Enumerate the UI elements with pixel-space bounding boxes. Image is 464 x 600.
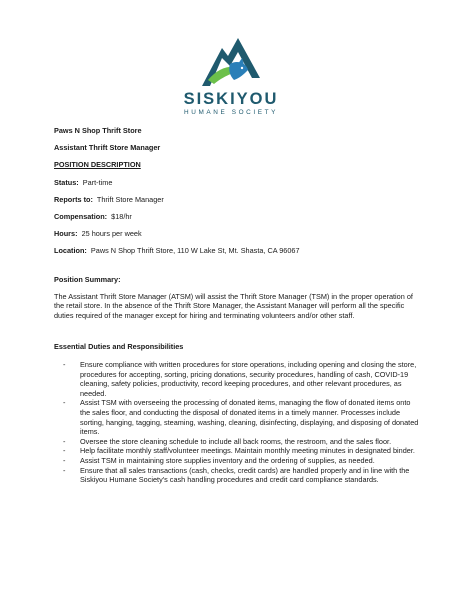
field-label: Reports to: [54, 194, 93, 204]
field-location [54, 246, 422, 256]
field-reports-to [54, 195, 422, 205]
duties-list [54, 360, 422, 485]
list-item: - Ensure compliance with written procedures for store operations, including opening and closing the store, procedures for accepting, sorting, pricing donations, security procedures, handling of cash, COVID-19 cleaning, safety policies, productivity, record keeping procedures, and other relevant procedures, as needed. [63, 360, 417, 398]
field-value: Part-time [82, 177, 113, 187]
field-label: Compensation: [54, 211, 108, 221]
mountain-dog-logo-icon [200, 34, 262, 90]
list-item: - Help facilitate monthly staff/volunteer meetings. Maintain monthly meeting minutes in designated binder. [63, 446, 415, 456]
store-name: Paws N Shop Thrift Store [54, 126, 142, 135]
field-status [54, 178, 422, 188]
org-name: SISKIYOU [183, 90, 279, 108]
field-hours [54, 229, 422, 239]
list-item: - Assist TSM with overseeing the processing of donated items, managing the flow of donated items onto the sales floor, and conducting the disposal of donated items in a timely manner. Processes include sorting, hanging, tagging, steaming, washing, cleaning, disinfecting, displaying, and disposing of donated items. [63, 398, 419, 437]
list-item: - Oversee the store cleaning schedule to include all back rooms, the restroom, and the sales floor. [63, 436, 392, 446]
summary-text: The Assistant Thrift Store Manager (ATSM) will assist the Thrift Store Manager (TSM) in the proper operation of the retail store. In the absence of the Thrift Store Manager, the Assistant Manager will perform all the specific duties required of the manager except for hiring and terminating volunteers and/or other staff. [54, 291, 413, 320]
org-subtitle: HUMANE SOCIETY [184, 109, 278, 116]
list-item: - Ensure that all sales transactions (cash, checks, credit cards) are handled properly and in line with the Siskiyou Humane Society's cash handling procedures and credit card compliance standards. [63, 465, 410, 485]
field-value: Paws N Shop Thrift Store, 110 W Lake St, Mt. Shasta, CA 96067 [90, 246, 300, 256]
summary-heading: Position Summary: [54, 274, 121, 284]
list-item: - Assist TSM in maintaining store supplies inventory and the ordering of supplies, as needed. [63, 456, 375, 465]
field-label: Location: [54, 246, 87, 256]
field-value: 25 hours per week [81, 229, 142, 239]
field-value: $18/hr [111, 211, 132, 221]
duties-heading: Essential Duties and Responsibilities [54, 342, 184, 352]
siskiyou-logo [178, 34, 284, 120]
document-body [54, 126, 422, 485]
field-label: Status: [54, 177, 79, 187]
job-title: Assistant Thrift Store Manager [54, 143, 161, 153]
field-value: Thrift Store Manager [96, 194, 164, 204]
field-label: Hours: [54, 229, 78, 239]
field-compensation [54, 212, 422, 222]
section-heading-position: POSITION DESCRIPTION [54, 160, 141, 170]
